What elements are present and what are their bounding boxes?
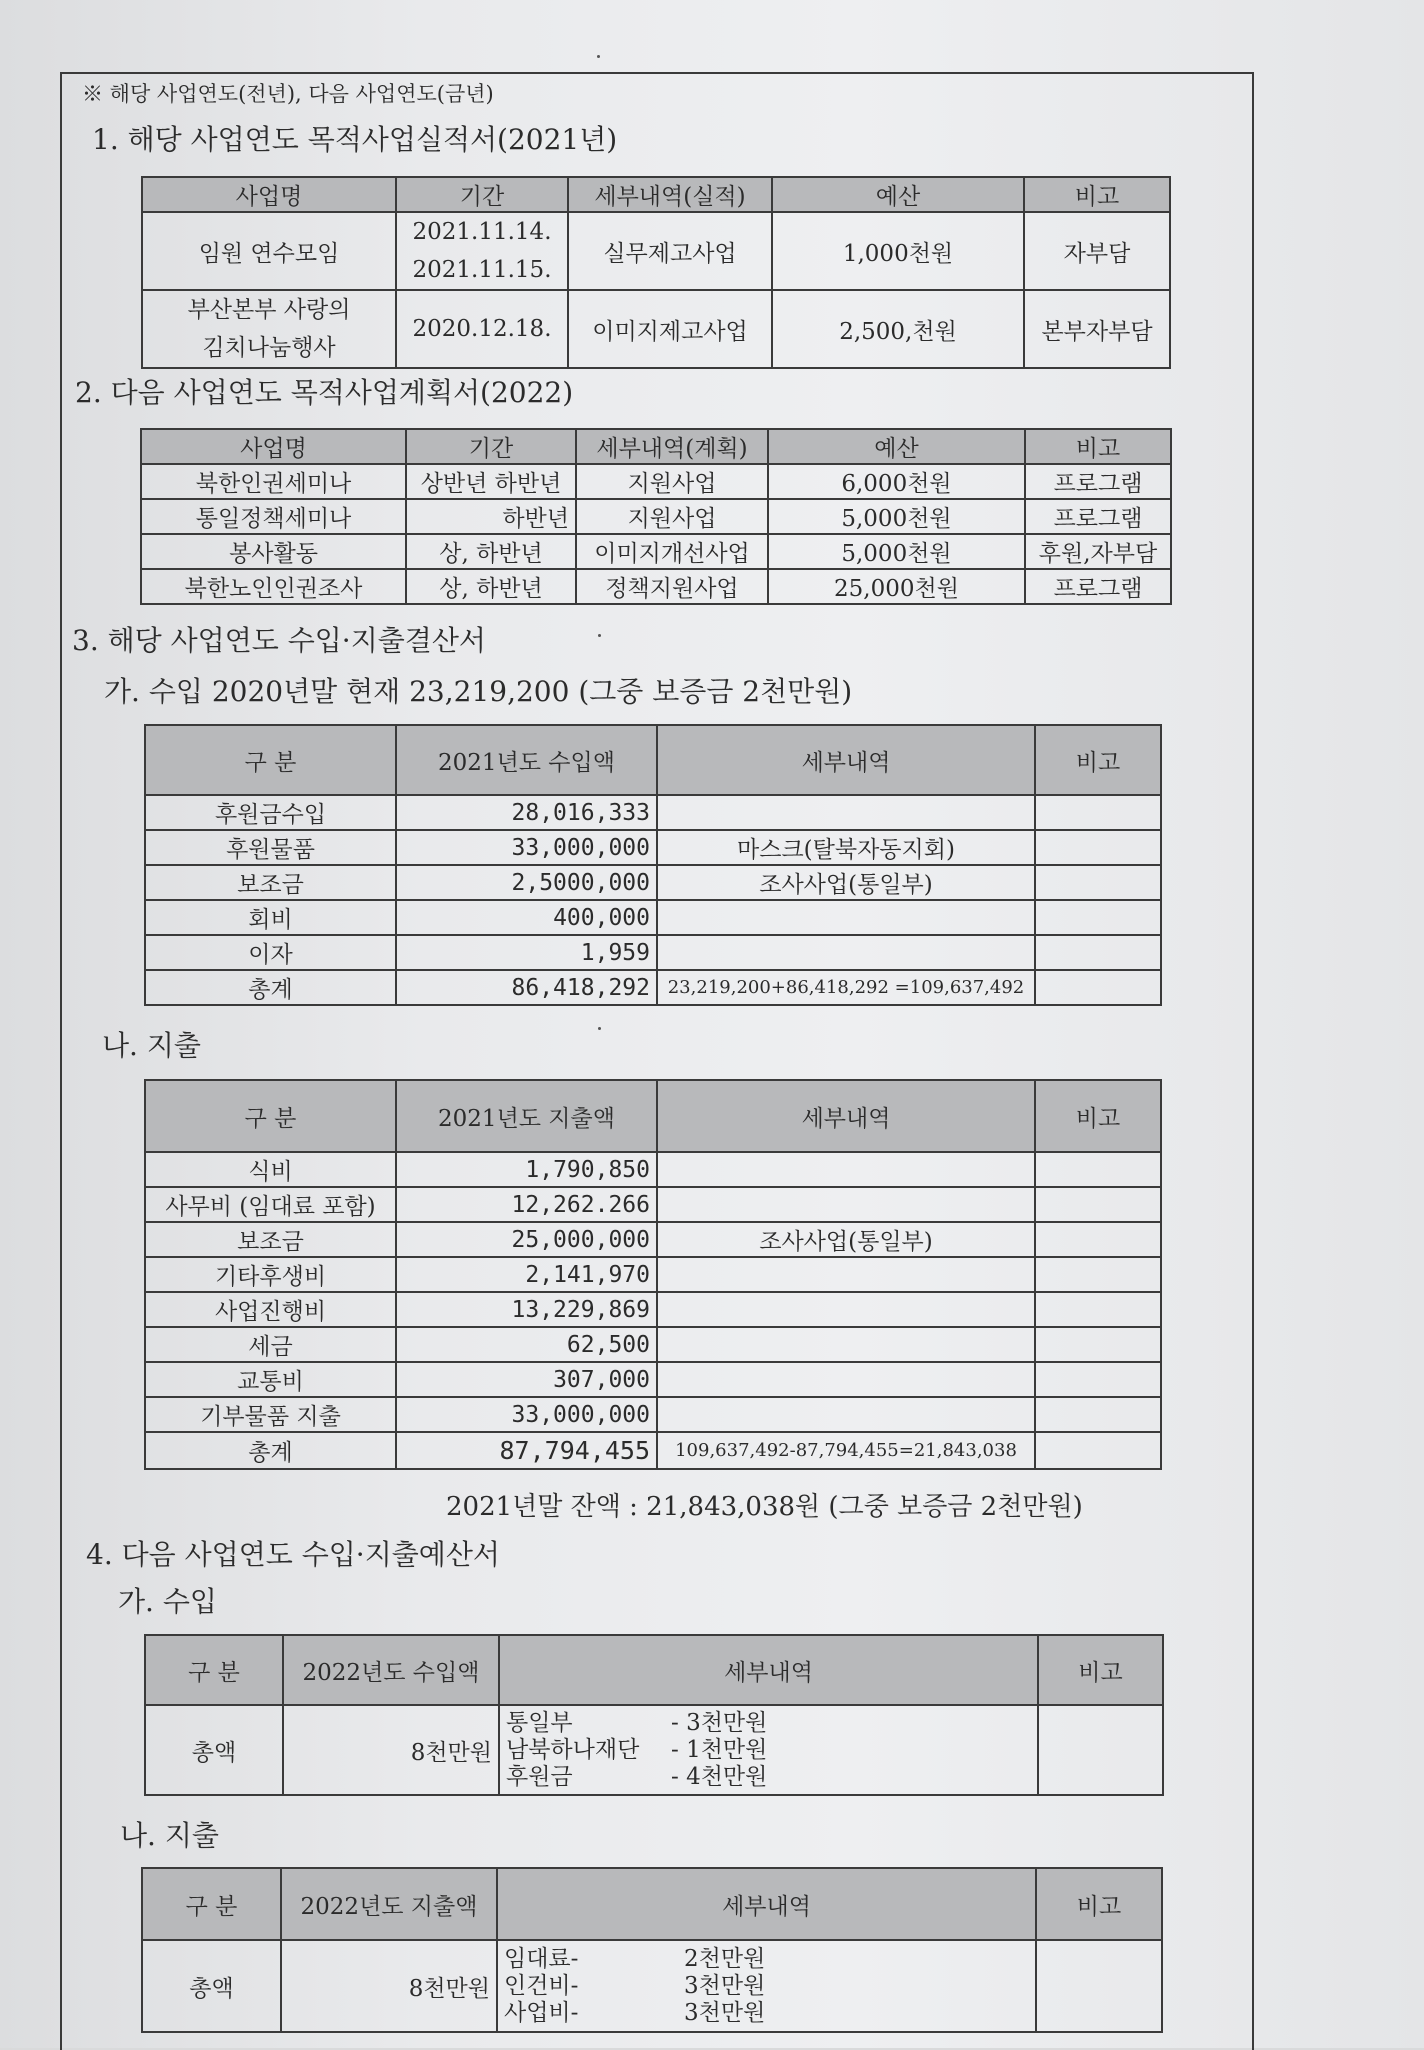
remark [1035,1397,1161,1432]
detail-source: 후원금 [506,1763,573,1790]
table-row [145,1397,1161,1432]
budget: 5,000천원 [768,499,1025,534]
balance-2021: 2021년말 잔액 : 21,843,038원 (그중 보증금 2천만원) [446,1492,1083,1522]
budget: 5,000천원 [768,534,1025,569]
budget: 6,000천원 [768,464,1025,499]
remark [1035,1292,1161,1327]
detail [657,1397,1035,1432]
col-header: 예산 [768,429,1025,464]
table-row-total [145,1432,1161,1469]
category: 세금 [145,1327,396,1362]
table-row [142,1940,1162,2032]
table-row [145,900,1161,935]
col-header: 2022년도 지출액 [281,1868,497,1940]
remark [1035,1222,1161,1257]
project-name: 북한인권세미나 [141,464,406,499]
table-2022-expense [141,1867,1163,2033]
detail [657,935,1035,970]
col-header: 비고 [1035,725,1161,795]
period: 하반년 [406,499,576,534]
detail-value: - 3천만원 [671,1709,768,1736]
table-row [142,290,1170,368]
project-name: 통일정책세미나 [141,499,406,534]
amount: 33,000,000 [396,830,657,865]
detail-source: 인건비- [504,1972,579,1999]
col-header: 세부내역 [657,1080,1035,1152]
detail-item [506,1764,1031,1791]
col-header: 2021년도 수입액 [396,725,657,795]
category: 후원금수입 [145,795,396,830]
amount: 87,794,455 [396,1432,657,1469]
detail [657,1257,1035,1292]
amount: 1,790,850 [396,1152,657,1187]
detail-value: - 1천만원 [671,1736,768,1763]
income-2021-title: 가. 수입 2020년말 현재 23,219,200 (그중 보증금 2천만원) [104,675,853,708]
col-header: 구 분 [145,1635,283,1705]
col-header: 예산 [772,177,1024,212]
remark [1035,1152,1161,1187]
category: 기부물품 지출 [145,1397,396,1432]
col-header: 구 분 [142,1868,281,1940]
col-header: 세부내역(계획) [576,429,768,464]
table-2021-expense [144,1079,1162,1470]
category: 식비 [145,1152,396,1187]
col-header: 비고 [1025,429,1171,464]
col-header: 비고 [1035,1080,1161,1152]
remark [1035,1327,1161,1362]
table-2021-performance [141,176,1171,369]
amount: 1,959 [396,935,657,970]
section-1-title: 1. 해당 사업연도 목적사업실적서(2021년) [92,123,618,156]
table-row [145,1257,1161,1292]
category: 총계 [145,1432,396,1469]
table-row [141,569,1171,604]
category: 기타후생비 [145,1257,396,1292]
remark [1035,830,1161,865]
remark [1035,1432,1161,1469]
col-header: 세부내역(실적) [568,177,772,212]
amount: 86,418,292 [396,970,657,1005]
speck [597,55,600,58]
remark: 프로그램 [1025,499,1171,534]
detail [657,1187,1035,1222]
category: 사무비 (임대료 포함) [145,1187,396,1222]
amount: 400,000 [396,900,657,935]
col-header: 사업명 [141,429,406,464]
header-note: ※ 해당 사업연도(전년), 다음 사업연도(금년) [82,82,494,106]
budget: 1,000천원 [772,212,1024,290]
section-4-title: 4. 다음 사업연도 수입·지출예산서 [86,1538,500,1571]
table-row [145,1292,1161,1327]
period-start: 2021.11.14. [412,219,552,245]
table-row [141,534,1171,569]
remark: 프로그램 [1025,569,1171,604]
category: 보조금 [145,1222,396,1257]
amount: 2,5000,000 [396,865,657,900]
detail [657,1152,1035,1187]
detail [657,795,1035,830]
table-row [145,1187,1161,1222]
category: 총액 [142,1940,281,2032]
col-header: 사업명 [142,177,396,212]
col-header: 비고 [1036,1868,1162,1940]
period: 2020.12.18. [396,290,568,368]
detail-list [497,1940,1036,2032]
detail: 조사사업(통일부) [657,1222,1035,1257]
amount: 13,229,869 [396,1292,657,1327]
amount: 8천만원 [281,1940,497,2032]
remark [1035,1362,1161,1397]
col-header: 세부내역 [497,1868,1036,1940]
category: 총계 [145,970,396,1005]
remark [1035,1187,1161,1222]
table-row-total [145,970,1161,1005]
table-row [145,935,1161,970]
detail: 조사사업(통일부) [657,865,1035,900]
detail-list [499,1705,1038,1795]
detail-item [504,2000,1029,2027]
period-cell [396,212,568,290]
project-name: 북한노인인권조사 [141,569,406,604]
remark [1035,935,1161,970]
expense-2022-title: 나. 지출 [120,1819,219,1852]
section-3-title: 3. 해당 사업연도 수입·지출결산서 [72,624,486,657]
amount: 28,016,333 [396,795,657,830]
detail-item [506,1710,1031,1737]
detail-item [504,1946,1029,1973]
remark [1035,865,1161,900]
period: 상, 하반년 [406,569,576,604]
detail-source: 남북하나재단 [506,1736,640,1763]
table-row [142,212,1170,290]
table-row [145,830,1161,865]
project-name-cell [142,290,396,368]
table-row [141,464,1171,499]
remark [1036,1940,1162,2032]
detail: 이미지개선사업 [576,534,768,569]
table-row [145,1327,1161,1362]
detail-source: 임대료- [504,1945,579,1972]
table-row [145,1222,1161,1257]
amount: 8천만원 [283,1705,499,1795]
col-header: 세부내역 [657,725,1035,795]
project-name-line1: 부산본부 사랑의 [187,297,351,323]
amount: 62,500 [396,1327,657,1362]
project-name: 임원 연수모임 [142,212,396,290]
remark [1038,1705,1163,1795]
detail-value: 3천만원 [684,1972,766,1999]
detail-item [504,1973,1029,2000]
detail: 23,219,200+86,418,292 =109,637,492 [657,970,1035,1005]
detail: 실무제고사업 [568,212,772,290]
category: 이자 [145,935,396,970]
expense-2021-title: 나. 지출 [102,1029,201,1062]
section-2-title: 2. 다음 사업연도 목적사업계획서(2022) [75,376,574,409]
detail: 지원사업 [576,464,768,499]
budget: 25,000천원 [768,569,1025,604]
period: 상, 하반년 [406,534,576,569]
table-2022-plan [140,428,1172,605]
col-header: 2021년도 지출액 [396,1080,657,1152]
remark [1035,795,1161,830]
budget: 2,500,천원 [772,290,1024,368]
col-header: 구 분 [145,1080,396,1152]
remark: 본부자부담 [1024,290,1170,368]
table-row [141,499,1171,534]
remark [1035,1257,1161,1292]
amount: 25,000,000 [396,1222,657,1257]
remark: 후원,자부담 [1025,534,1171,569]
remark [1035,970,1161,1005]
category: 교통비 [145,1362,396,1397]
category: 총액 [145,1705,283,1795]
detail [657,1327,1035,1362]
project-name: 봉사활동 [141,534,406,569]
detail [657,1362,1035,1397]
table-2021-income [144,724,1162,1006]
table-row [145,1362,1161,1397]
remark [1035,900,1161,935]
col-header: 기간 [396,177,568,212]
detail: 정책지원사업 [576,569,768,604]
project-name-line2: 김치나눔행사 [202,335,336,361]
category: 회비 [145,900,396,935]
detail-value: 2천만원 [684,1945,766,1972]
detail-value: 3천만원 [684,1999,766,2026]
detail [657,1292,1035,1327]
detail: 마스크(탈북자동지회) [657,830,1035,865]
col-header: 세부내역 [499,1635,1038,1705]
category: 보조금 [145,865,396,900]
income-2022-title: 가. 수입 [118,1585,217,1618]
amount: 307,000 [396,1362,657,1397]
detail: 지원사업 [576,499,768,534]
table-row [145,795,1161,830]
detail [657,900,1035,935]
col-header: 비고 [1038,1635,1163,1705]
col-header: 2022년도 수입액 [283,1635,499,1705]
col-header: 비고 [1024,177,1170,212]
remark: 자부담 [1024,212,1170,290]
detail-source: 사업비- [504,1999,579,2026]
col-header: 구 분 [145,725,396,795]
detail: 109,637,492-87,794,455=21,843,038 [657,1432,1035,1469]
table-row [145,1152,1161,1187]
remark: 프로그램 [1025,464,1171,499]
detail-item [506,1737,1031,1764]
amount: 12,262.266 [396,1187,657,1222]
table-2022-income [144,1634,1164,1796]
detail: 이미지제고사업 [568,290,772,368]
amount: 2,141,970 [396,1257,657,1292]
col-header: 기간 [406,429,576,464]
table-row [145,865,1161,900]
period-end: 2021.11.15. [412,257,552,283]
category: 사업진행비 [145,1292,396,1327]
amount: 33,000,000 [396,1397,657,1432]
detail-source: 통일부 [506,1709,573,1736]
table-row [145,1705,1163,1795]
detail-value: - 4천만원 [671,1763,768,1790]
category: 후원물품 [145,830,396,865]
period: 상반년 하반년 [406,464,576,499]
